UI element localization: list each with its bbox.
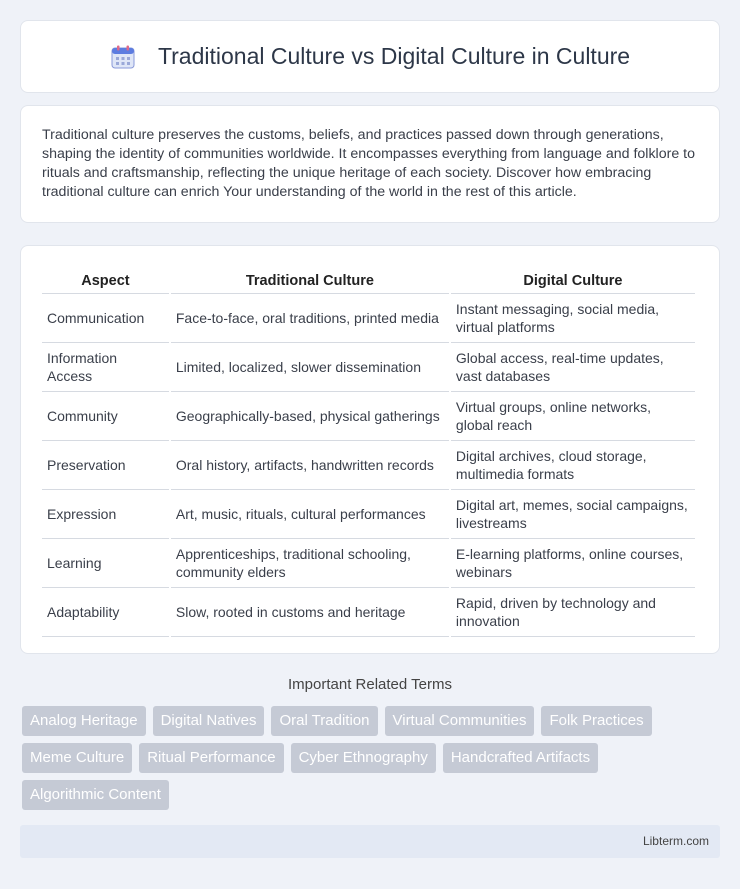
- table-cell: Communication: [42, 294, 169, 343]
- table-row: [42, 343, 695, 392]
- table-cell: Apprenticeships, traditional schooling, community elders: [171, 539, 449, 588]
- table-cell: Learning: [42, 539, 169, 588]
- related-term-tag[interactable]: Handcrafted Artifacts: [443, 743, 598, 773]
- page-title: Traditional Culture vs Digital Culture in Culture: [157, 43, 631, 69]
- related-term-tag[interactable]: Cyber Ethnography: [291, 743, 436, 773]
- related-term-tag[interactable]: Analog Heritage: [22, 706, 146, 736]
- intro-paragraph: Traditional culture preserves the customs, beliefs, and practices passed down through generations, shaping the identity of communities worldwide. It encompasses everything from language and folklore to rituals and craftsmanship, reflecting the unique heritage of each society. Discover how embracing traditional culture can enrich Your understanding of the world in the rest of this article.: [42, 127, 695, 200]
- table-cell: Oral history, artifacts, handwritten records: [171, 441, 449, 490]
- table-cell: Limited, localized, slower dissemination: [171, 343, 449, 392]
- related-term-tag[interactable]: Meme Culture: [22, 743, 132, 773]
- table-cell: Adaptability: [42, 588, 169, 637]
- footer: [20, 825, 720, 858]
- related-term-tag[interactable]: Folk Practices: [541, 706, 651, 736]
- table-cell: Expression: [42, 490, 169, 539]
- column-header: Digital Culture: [451, 264, 695, 294]
- table-row: [42, 294, 695, 343]
- table-cell: Slow, rooted in customs and heritage: [171, 588, 449, 637]
- table-row: [42, 588, 695, 637]
- table-cell: Community: [42, 392, 169, 441]
- related-term-tag[interactable]: Ritual Performance: [139, 743, 283, 773]
- calendar-icon: [110, 44, 136, 70]
- table-cell: Instant messaging, social media, virtual platforms: [451, 294, 695, 343]
- table-row: [42, 539, 695, 588]
- table-row: [42, 490, 695, 539]
- footer-site-link[interactable]: Libterm.com: [642, 834, 709, 848]
- table-cell: Rapid, driven by technology and innovation: [451, 588, 695, 637]
- table-cell: E-learning platforms, online courses, webinars: [451, 539, 695, 588]
- table-cell: Digital art, memes, social campaigns, livestreams: [451, 490, 695, 539]
- table-row: [42, 392, 695, 441]
- table-cell: Face-to-face, oral traditions, printed media: [171, 294, 449, 343]
- table-cell: Preservation: [42, 441, 169, 490]
- title-card: [20, 20, 720, 93]
- table-cell: Virtual groups, online networks, global reach: [451, 392, 695, 441]
- related-term-tag[interactable]: Oral Tradition: [271, 706, 377, 736]
- related-terms-heading: Important Related Terms: [288, 676, 452, 693]
- intro-card: [20, 105, 720, 223]
- comparison-table: [40, 264, 697, 637]
- comparison-table-card: [20, 245, 720, 654]
- column-header: Traditional Culture: [171, 264, 449, 294]
- column-header: Aspect: [42, 264, 169, 294]
- table-cell: Digital archives, cloud storage, multimedia formats: [451, 441, 695, 490]
- table-cell: Art, music, rituals, cultural performances: [171, 490, 449, 539]
- table-cell: Geographically-based, physical gatherings: [171, 392, 449, 441]
- table-cell: Global access, real-time updates, vast databases: [451, 343, 695, 392]
- table-cell: Information Access: [42, 343, 169, 392]
- related-term-tag[interactable]: Virtual Communities: [385, 706, 535, 736]
- table-row: [42, 441, 695, 490]
- table-header-row: [42, 264, 695, 294]
- related-term-tag[interactable]: Digital Natives: [153, 706, 265, 736]
- related-terms-list: [22, 706, 722, 817]
- related-term-tag[interactable]: Algorithmic Content: [22, 780, 169, 810]
